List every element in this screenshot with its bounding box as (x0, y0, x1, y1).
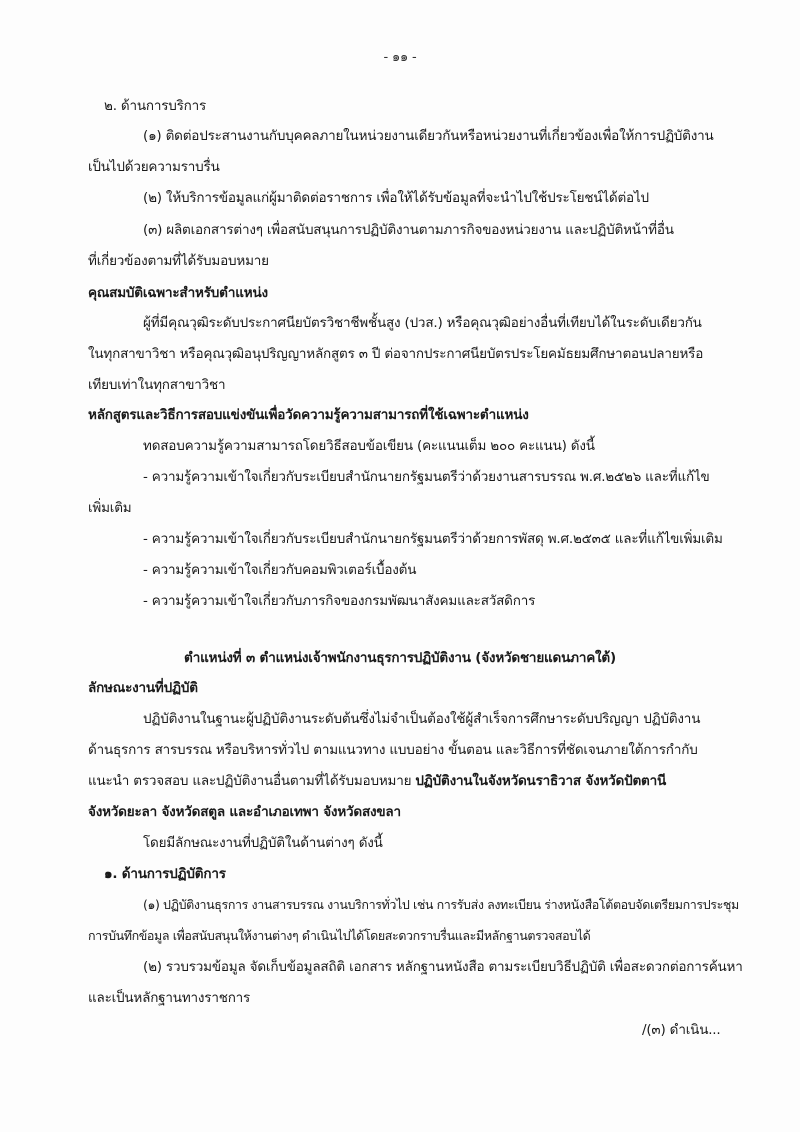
operations-item-2-line2: และเป็นหลักฐานทางราชการ (88, 990, 251, 1006)
page-number: - ๑๑ - (383, 50, 417, 65)
exam-topic-1-line2: เพิ่มเติม (88, 500, 132, 516)
duties-line-4: จังหวัดยะลา จังหวัดสตูล และอำเภอเทพา จังหวัดสงขลา (88, 804, 401, 820)
service-item-2: (๒) ให้บริการข้อมูลแก่ผู้มาติดต่อราชการ เพื่อให้ได้รับข้อมูลที่จะนำไปใช้ประโยชน์ได้ต่อไป (143, 190, 649, 206)
qualifications-line-2: ในทุกสาขาวิชา หรือคุณวุฒิอนุปริญญาหลักสูตร ๓ ปี ต่อจากประกาศนียบัตรประโยคมัธยมศึกษาตอนปลายหรือ (88, 346, 704, 362)
service-item-3-line1: (๓) ผลิตเอกสารต่างๆ เพื่อสนับสนุนการปฏิบัติงานตามภารกิจของหน่วยงาน และปฏิบัติหน้าที่อื่น (143, 222, 674, 238)
exam-topic-1-line1: - ความรู้ความเข้าใจเกี่ยวกับระเบียบสำนักนายกรัฐมนตรีว่าด้วยงานสารบรรณ พ.ศ.๒๕๒๖ และที่แก้ไข (143, 469, 710, 485)
continuation-marker: /(๓) ดำเนิน... (642, 1022, 721, 1038)
position-3-title: ตำแหน่งที่ ๓ ตำแหน่งเจ้าพนักงานธุรการปฏิบัติงาน (จังหวัดชายแดนภาคใต้) (184, 650, 616, 666)
operations-heading: ๑. ด้านการปฏิบัติการ (104, 866, 226, 882)
qualifications-line-1: ผู้ที่มีคุณวุฒิระดับประกาศนียบัตรวิชาชีพชั้นสูง (ปวส.) หรือคุณวุฒิอย่างอื่นที่เทียบได้ในระดับเดียวกัน (143, 315, 702, 331)
exam-topic-2: - ความรู้ความเข้าใจเกี่ยวกับระเบียบสำนักนายกรัฐมนตรีว่าด้วยการพัสดุ พ.ศ.๒๕๓๕ และที่แก้ไขเพิ่มเติม (143, 531, 723, 547)
operations-item-1-line2: การบันทึกข้อมูล เพื่อสนับสนุนให้งานต่างๆ ดำเนินไปได้โดยสะดวกราบรื่นและมีหลักฐานตรวจสอบได้ (88, 928, 591, 943)
exam-topic-4: - ความรู้ความเข้าใจเกี่ยวกับภารกิจของกรมพัฒนาสังคมและสวัสดิการ (143, 593, 536, 609)
duties-line-3-normal: แนะนำ ตรวจสอบ และปฏิบัติงานอื่นตามที่ได้รับมอบหมาย (88, 773, 416, 789)
qualifications-heading: คุณสมบัติเฉพาะสำหรับตำแหน่ง (88, 285, 268, 301)
duties-line-3 (88, 771, 666, 791)
areas-intro: โดยมีลักษณะงานที่ปฏิบัติในด้านต่างๆ ดังนี้ (143, 835, 383, 851)
service-item-1-line2: เป็นไปด้วยความราบรื่น (88, 159, 220, 175)
operations-item-1-line1: (๑) ปฏิบัติงานธุรการ งานสารบรรณ งานบริการทั่วไป เช่น การรับส่ง ลงทะเบียน ร่างหนังสือโต้ตอบจัดเตรียมการประชุม (143, 897, 739, 912)
duties-line-1: ปฏิบัติงานในฐานะผู้ปฏิบัติงานระดับต้นซึ่งไม่จำเป็นต้องใช้ผู้สำเร็จการศึกษาระดับปริญญา ปฏิบัติงาน (143, 711, 701, 727)
qualifications-line-3: เทียบเท่าในทุกสาขาวิชา (88, 377, 226, 393)
duties-line-2: ด้านธุรการ สารบรรณ หรือบริหารทั่วไป ตามแนวทาง แบบอย่าง ขั้นตอน และวิธีการที่ชัดเจนภายใต้การกำกับ (88, 742, 698, 758)
exam-heading: หลักสูตรและวิธีการสอบแข่งขันเพื่อวัดความรู้ความสามารถที่ใช้เฉพาะตำแหน่ง (88, 407, 529, 423)
exam-intro: ทดสอบความรู้ความสามารถโดยวิธีสอบข้อเขียน (คะแนนเต็ม ๒๐๐ คะแนน) ดังนี้ (143, 438, 595, 454)
section-heading-service: ๒. ด้านการบริการ (104, 98, 207, 114)
service-item-1-line1: (๑) ติดต่อประสานงานกับบุคคลภายในหน่วยงานเดียวกันหรือหน่วยงานที่เกี่ยวข้องเพื่อให้การปฏิบัติงาน (143, 128, 714, 144)
operations-item-2-line1: (๒) รวบรวมข้อมูล จัดเก็บข้อมูลสถิติ เอกสาร หลักฐานหนังสือ ตามระเบียบวิธีปฏิบัติ เพื่อสะดวกต่อการค้นหา (143, 959, 743, 975)
exam-topic-3: - ความรู้ความเข้าใจเกี่ยวกับคอมพิวเตอร์เบื้องต้น (143, 562, 417, 578)
duties-line-3-bold: ปฏิบัติงานในจังหวัดนราธิวาส จังหวัดปัตตานี (415, 773, 667, 789)
service-item-3-line2: ที่เกี่ยวข้องตามที่ได้รับมอบหมาย (88, 253, 269, 269)
duties-heading: ลักษณะงานที่ปฏิบัติ (88, 680, 198, 696)
